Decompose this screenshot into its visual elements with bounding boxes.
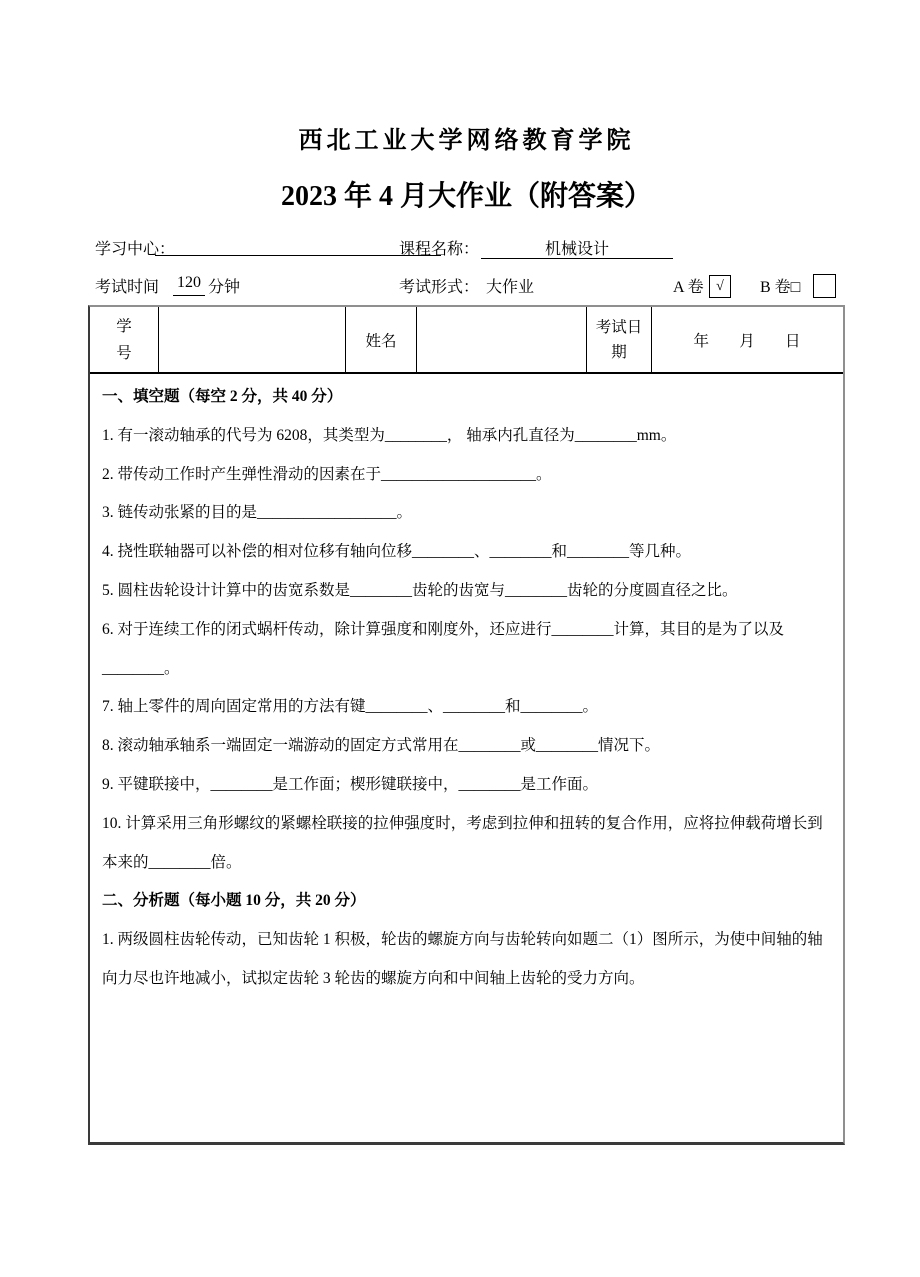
course-name-label: 课程名称： [399,241,480,258]
course-name-value: 机械设计 [481,236,673,259]
name-label: 姓名 [365,332,397,350]
exam-form-label: 考试形式： [399,279,480,296]
fill-blank-question-2: 2. 带传动工作时产生弹性滑动的因素在于____________________。 [102,465,552,483]
section2-heading: 二、分析题（每小题 10 分，共 20 分） [102,892,366,910]
student-id-header-cell [90,307,159,372]
paper-b-checkbox [813,274,836,298]
form-row-exam [88,274,845,302]
student-id-label: 学号 [116,317,132,362]
exam-form-value: 大作业 [486,279,535,296]
exam-title: 2023 年 4 月大作业（附答案） [280,181,652,212]
fill-blank-question-6: 6. 对于连续工作的闭式蜗杆传动，除计算强度和刚度外，还应进行________计算，其目的是为了以及________。 [102,620,785,677]
exam-date-label: 考试日期 [595,318,643,361]
exam-time-label: 考试时间 [95,279,160,296]
analysis-question-1: 1. 两级圆柱齿轮传动，已知齿轮 1 积极，轮齿的螺旋方向与齿轮转向如题二（1）图所示，为使中间轴的轴向力尽也许地减小，试拟定齿轮 3 轮齿的螺旋方向和中间轴上齿轮的受力方向。 [102,931,823,987]
exam-time-unit: 分钟 [208,279,241,296]
paper-a-label: A 卷 [673,279,704,296]
name-value-cell [417,307,587,372]
learning-center-label: 学习中心： [95,241,176,258]
fill-blank-question-7: 7. 轴上零件的周向固定常用的方法有键________、________和________。 [102,698,599,716]
questions-area [90,374,843,999]
exam-time-value: 120 [173,274,205,296]
exam-date-value-cell [652,307,843,372]
student-info-table [90,307,843,374]
section1-heading: 一、填空题（每空 2 分，共 40 分） [102,388,343,405]
fill-blank-question-1: 1. 有一滚动轴承的代号为 6208，其类型为________， 轴承内孔直径为________mm。 [102,426,677,444]
paper-a-checkbox: √ [709,275,731,298]
fill-blank-question-5: 5. 圆柱齿轮设计计算中的齿宽系数是________齿轮的齿宽与________齿轮的分度圆直径之比。 [102,581,738,599]
fill-blank-question-8: 8. 滚动轴承轴系一端固定一端游动的固定方式常用在________或________情况下。 [102,737,661,755]
fill-blank-question-10: 10. 计算采用三角形螺纹的紧螺栓联接的拉伸强度时，考虑到拉伸和扭转的复合作用，应将拉伸载荷增长到本来的________倍。 [102,814,823,871]
school-title: 西北工业大学网络教育学院 [298,128,635,154]
exam-sheet-box [88,305,845,1145]
fill-blank-question-9: 9. 平键联接中，________是工作面；楔形键联接中，________是工作面。 [102,775,599,793]
exam-date-header-cell [587,307,652,372]
student-id-value-cell [159,307,346,372]
form-row-course [88,236,845,264]
fill-blank-question-3: 3. 链传动张紧的目的是__________________。 [102,504,413,522]
fill-blank-question-4: 4. 挠性联轴器可以补偿的相对位移有轴向位移________、________和________等几种。 [102,543,692,561]
date-placeholder: 年 月 日 [693,332,802,350]
name-header-cell [346,307,417,372]
paper-b-label: B 卷□ [760,279,801,296]
